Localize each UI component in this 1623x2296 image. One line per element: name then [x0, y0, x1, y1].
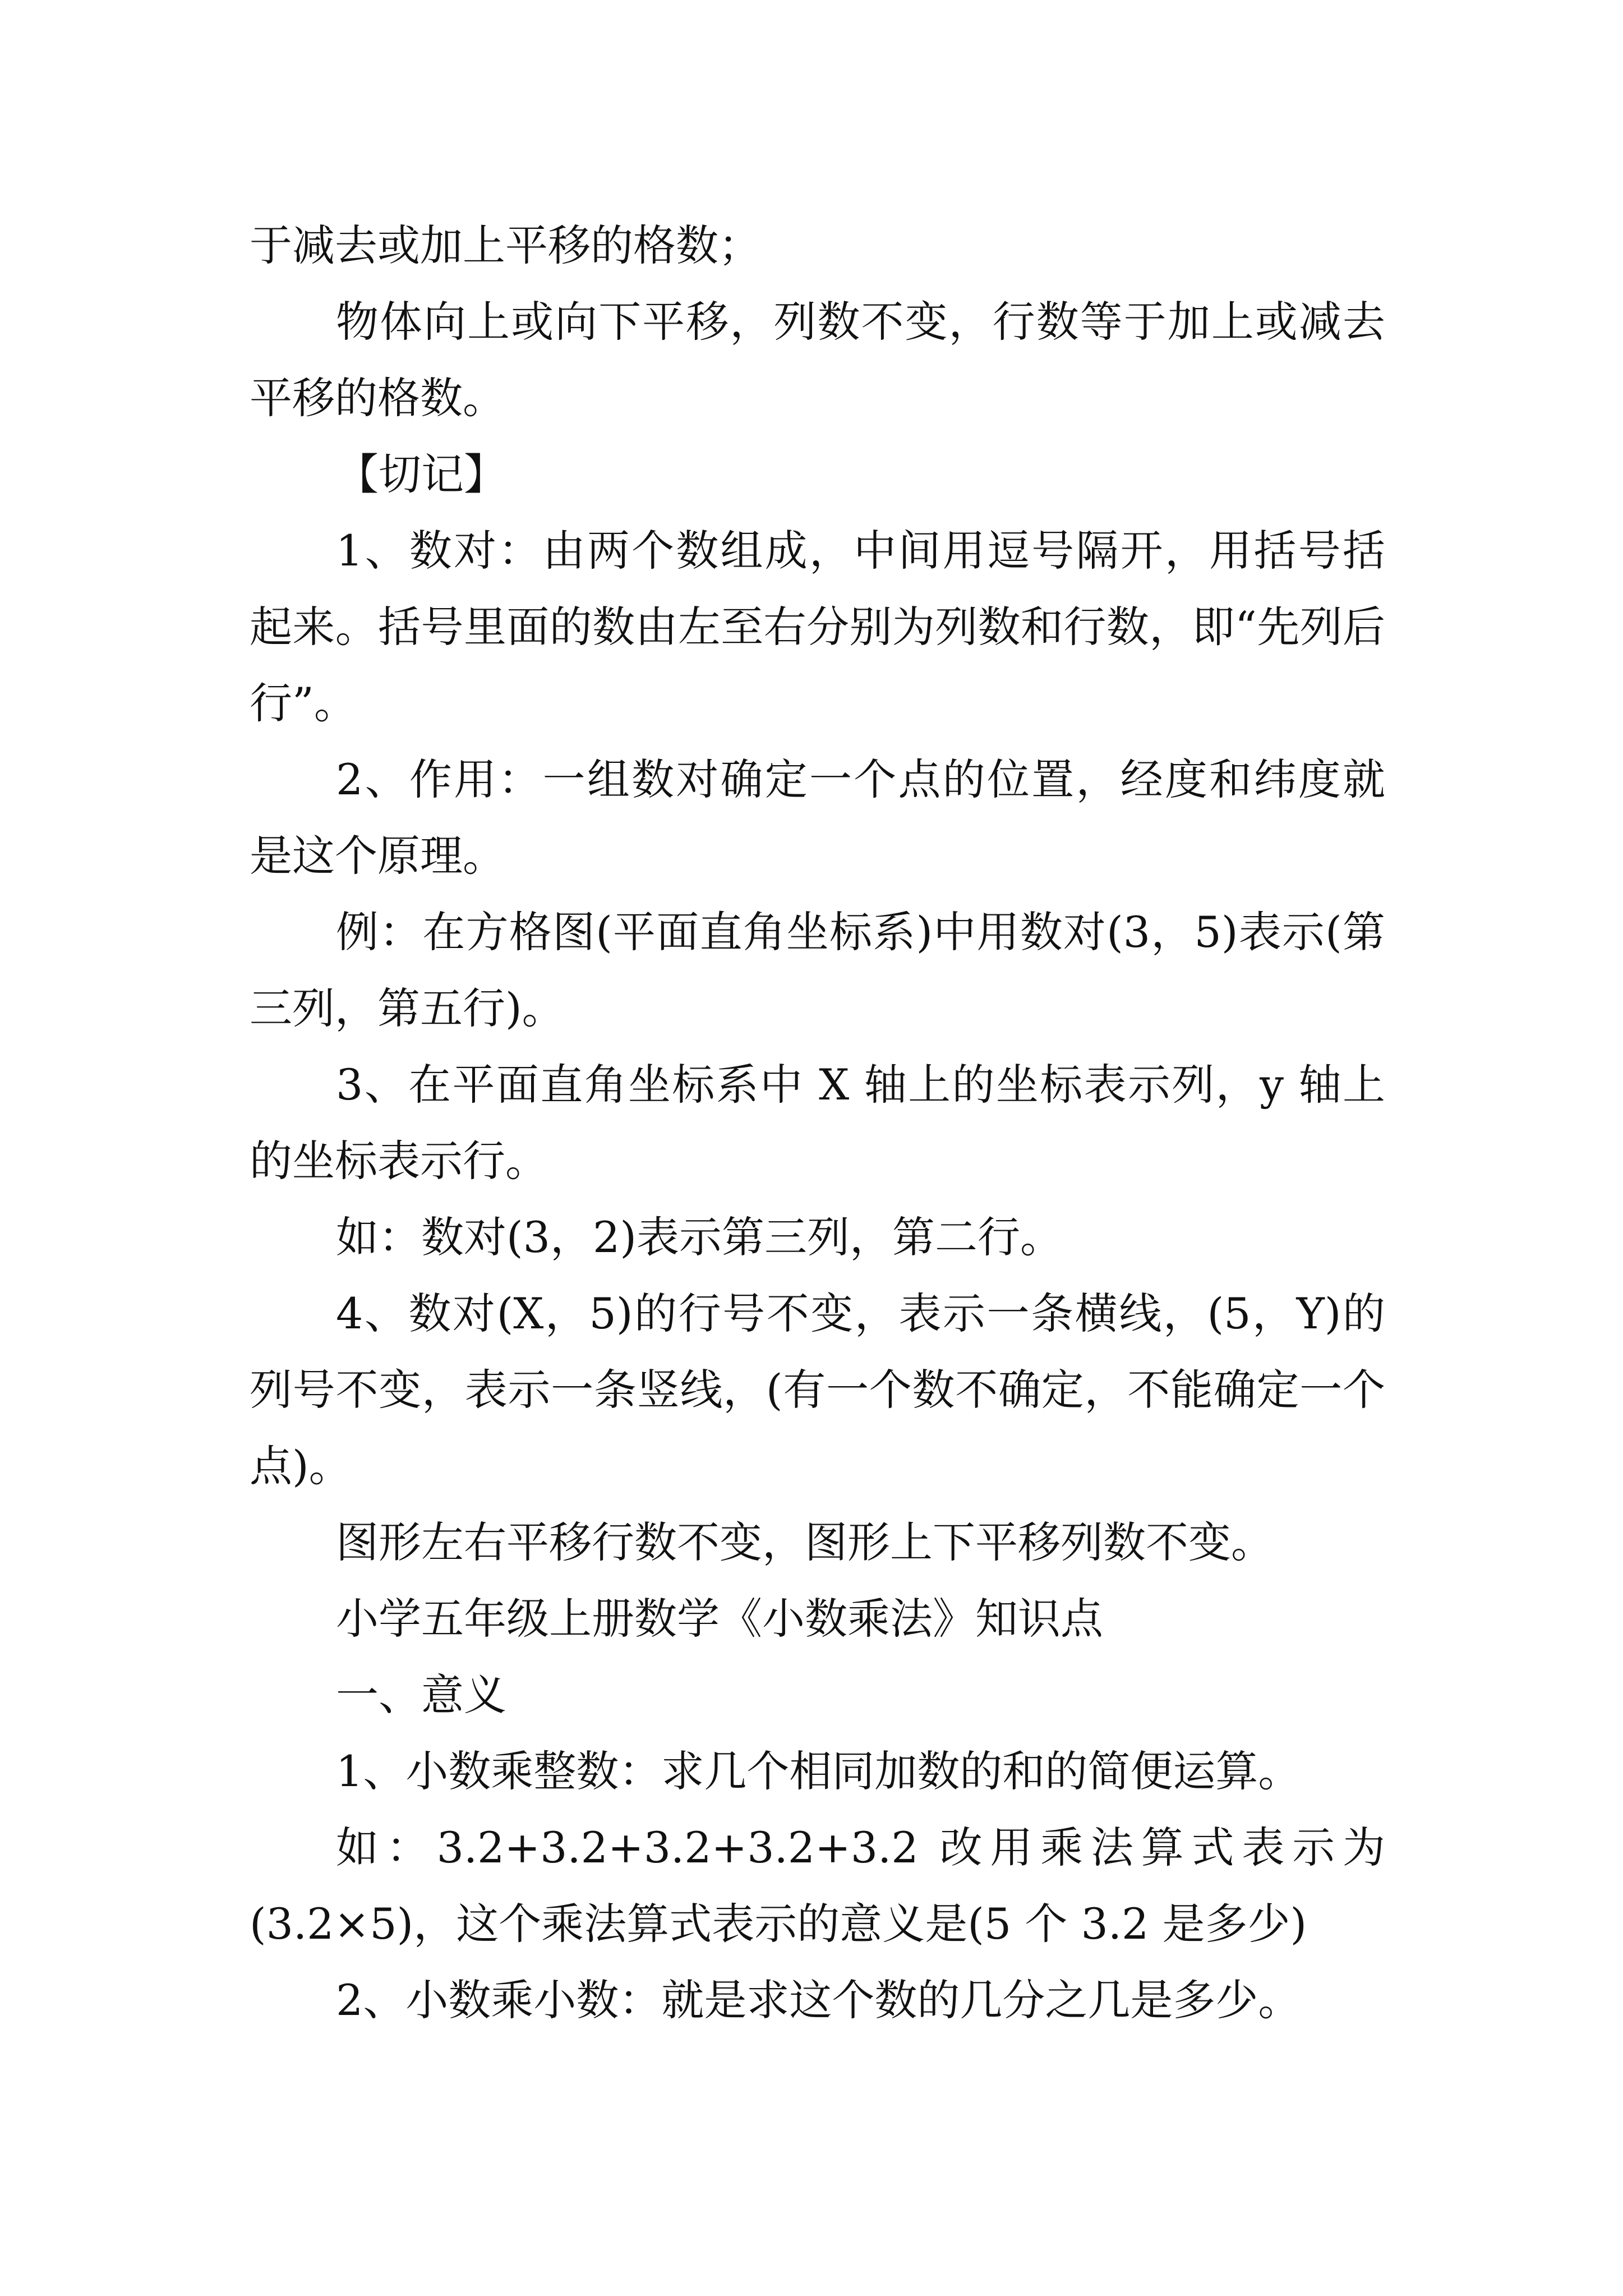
paragraph-number-pair-purpose: 2、作用：一组数对确定一个点的位置，经度和纬度就是这个原理。	[250, 754, 1385, 881]
heading-meaning: 一、意义	[336, 1670, 506, 1720]
paragraph-continuation: 于减去或加上平移的格数；	[250, 220, 761, 270]
paragraph-example-grid: 例：在方格图(平面直角坐标系)中用数对(3，5)表示(第三列，第五行)。	[250, 907, 1385, 1033]
paragraph-example-pair: 如：数对(3，2)表示第三列，第二行。	[336, 1212, 1063, 1262]
paragraph-example-repeated-addition: 如：3.2+3.2+3.2+3.2+3.2 改用乘法算式表示为(3.2×5)，这个乘法算式表示的意义是(5 个 3.2 是多少)	[250, 1823, 1385, 1949]
paragraph-decimal-times-decimal: 2、小数乘小数：就是求这个数的几分之几是多少。	[336, 1975, 1301, 2025]
paragraph-shape-translation: 图形左右平移行数不变，图形上下平移列数不变。	[336, 1517, 1274, 1567]
paragraph-number-pair-definition: 1、数对：由两个数组成，中间用逗号隔开，用括号括起来。括号里面的数由左至右分别为列数和行数，即“先列后行”。	[250, 526, 1385, 728]
section-title-decimal-multiplication: 小学五年级上册数学《小数乘法》知识点	[336, 1594, 1103, 1644]
paragraph-lines-from-pairs: 4、数对(X，5)的行号不变，表示一条横线，(5，Y)的列号不变，表示一条竖线，(有一个数不确定，不能确定一个点)。	[250, 1289, 1385, 1491]
paragraph-coordinate-axes: 3、在平面直角坐标系中 X 轴上的坐标表示列，y 轴上的坐标表示行。	[250, 1060, 1385, 1186]
paragraph-vertical-translation: 物体向上或向下平移，列数不变，行数等于加上或减去平移的格数。	[250, 297, 1385, 423]
document-body	[250, 208, 1385, 2039]
heading-remember: 【切记】	[336, 449, 506, 499]
paragraph-decimal-times-integer: 1、小数乘整数：求几个相同加数的和的简便运算。	[336, 1746, 1301, 1796]
